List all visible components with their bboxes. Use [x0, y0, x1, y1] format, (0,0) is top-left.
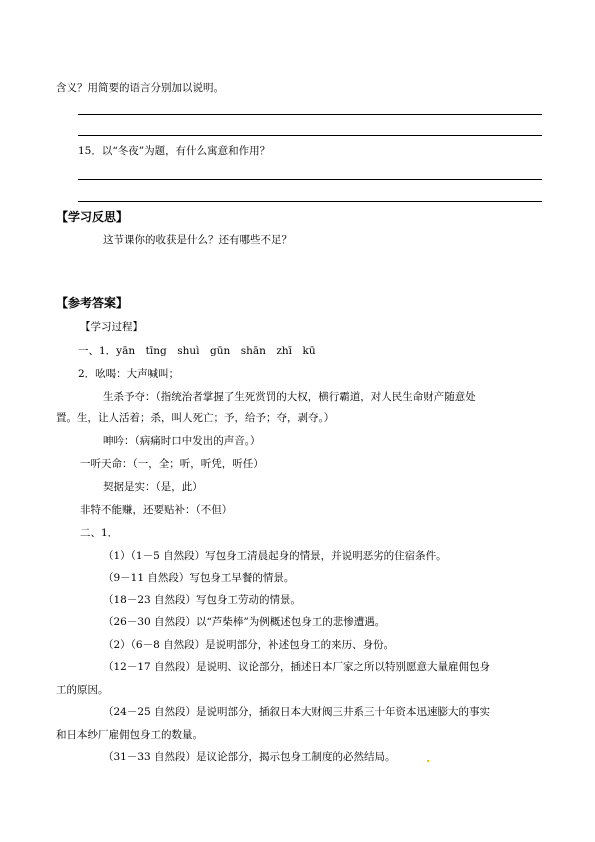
answer-line	[78, 179, 542, 180]
structure-item-3: （18－23 自然段）写包身工劳动的情景。	[103, 594, 302, 606]
structure-item-8: （31－33 自然段）是议论部分，揭示包身工制度的必然结局。	[103, 751, 396, 763]
structure-item-7-cont: 和日本纱厂雇佣包身工的数量。	[56, 729, 203, 741]
answer-line	[78, 114, 542, 115]
pinyin-answers: 一、1．yān tīng shuì gūn shān zhī kū	[78, 345, 316, 357]
process-heading: 【学习过程】	[80, 321, 143, 333]
definition-shengsha: 生杀予夺：（指统治者掌握了生死赏罚的大权，横行霸道，对人民生命财产随意处	[103, 391, 476, 403]
structure-item-4: （26－30 自然段）以“芦柴棒”为例概述包身工的悲惨遭遇。	[103, 616, 386, 628]
question-15: 15．以“冬夜”为题，有什么寓意和作用？	[78, 145, 271, 157]
structure-item-6-cont: 工的原因。	[56, 684, 109, 696]
answers-heading: 【参考答案】	[56, 296, 129, 310]
definition-feite: 非特不能赚，还要贴补：（不但）	[80, 504, 233, 516]
reflection-prompt: 这节课你的收获是什么？还有哪些不足？	[103, 234, 292, 246]
answer-item-2: 2．吆喝：大声喊叫；	[78, 368, 180, 380]
definition-shengsha-cont: 置。生，让人活着；杀，叫人死亡；予，给予；夺，剥夺。）	[56, 412, 335, 424]
structure-item-6: （12－17 自然段）是说明、议论部分，插述日本厂家之所以特别愿意大量雇佣包身	[103, 661, 491, 673]
reflection-heading: 【学习反思】	[56, 210, 129, 224]
definition-yiting: 一听天命：（一，全；听，听凭，听任）	[80, 458, 264, 470]
structure-item-1: （1）（1－5 自然段）写包身工清晨起身的情景，并说明恶劣的住宿条件。	[103, 550, 447, 562]
answer-line	[78, 201, 542, 202]
structure-item-2: （9－11 自然段）写包身工早餐的情景。	[103, 572, 295, 584]
definition-qiju: 契据是实：（是，此）	[103, 481, 203, 493]
stray-mark	[427, 760, 429, 762]
question-14-tail: 含义？用简要的语言分别加以说明。	[56, 82, 224, 94]
definition-shenyin: 呻吟：（病痛时口中发出的声音。）	[103, 435, 261, 447]
structure-item-7: （24－25 自然段）是说明部分，插叙日本大财阀三井系三十年资本迅速膨大的事实	[103, 706, 491, 718]
answer-line	[78, 135, 542, 136]
structure-item-5: （2）（6－8 自然段）是说明部分，补述包身工的来历、身份。	[103, 639, 395, 651]
part-2-heading: 二、1．	[80, 527, 119, 539]
